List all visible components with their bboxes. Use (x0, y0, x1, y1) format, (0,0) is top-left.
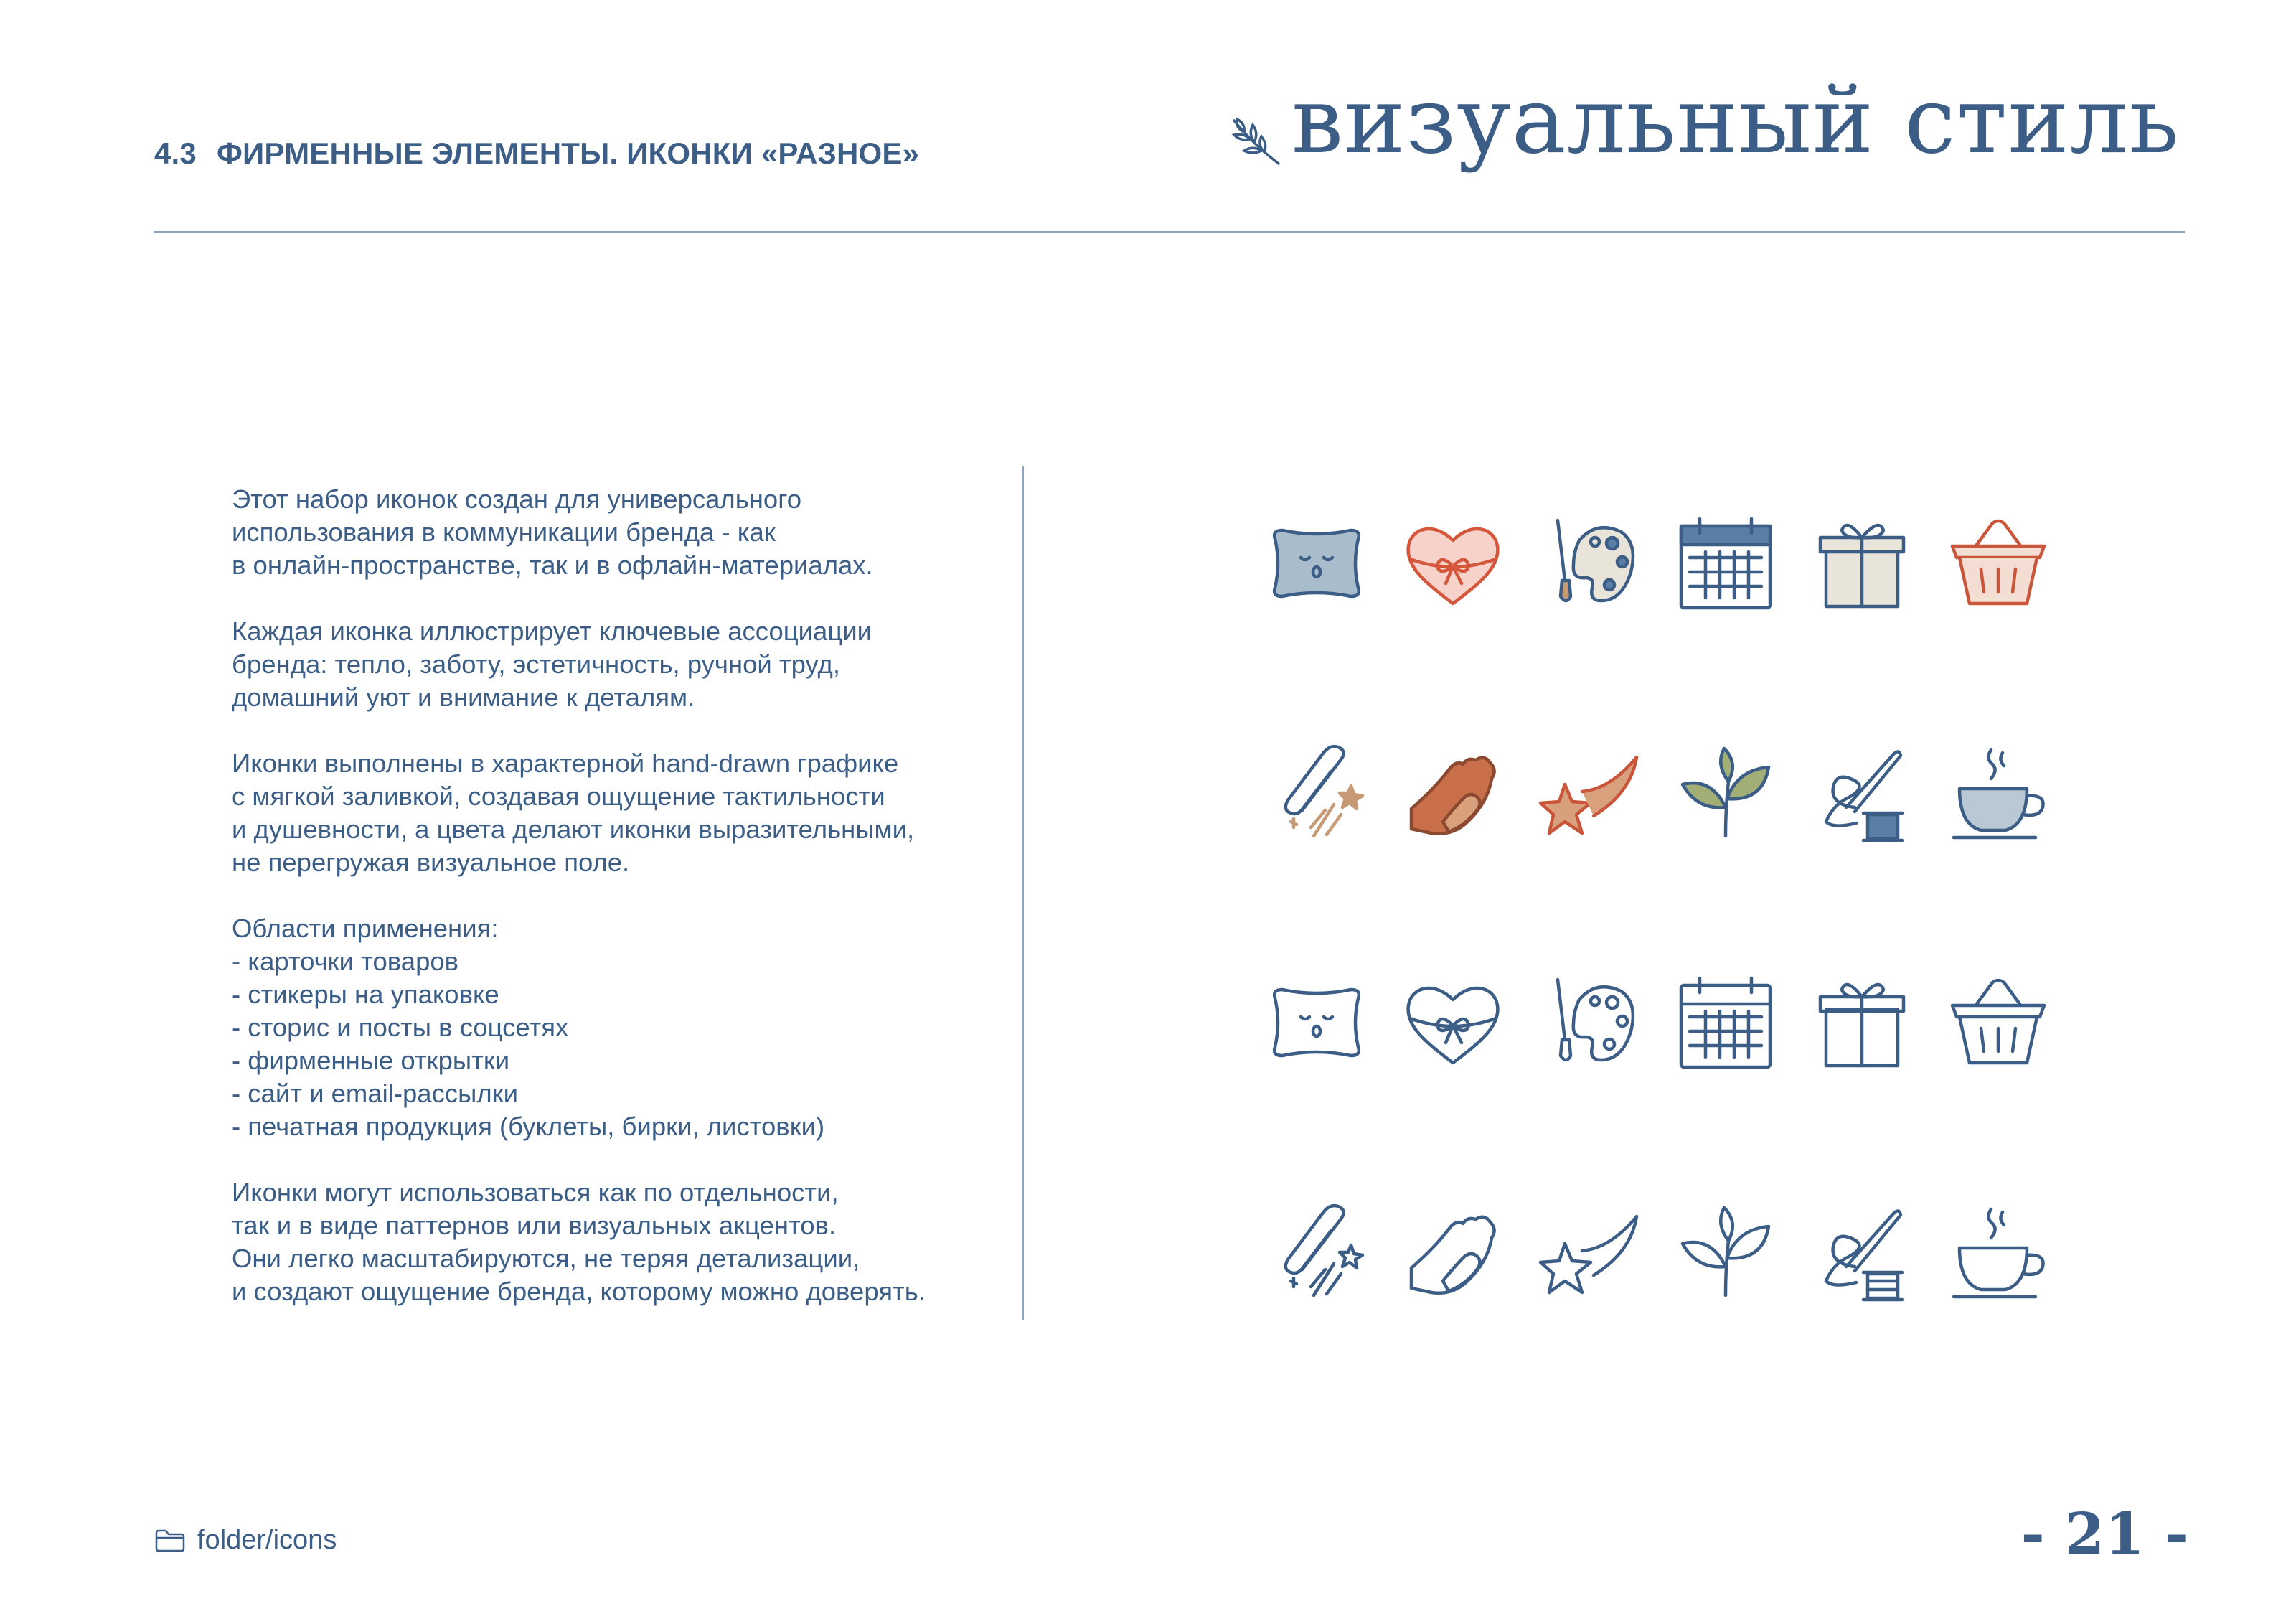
hands-icon (1385, 732, 1521, 854)
paragraph-usage: Иконки могут использоваться как по отдельности, так и в виде паттернов или визуальных акцентов. Они легко масштабируются, не теряя детализации, и создают ощущение бренда, которому можно доверять. (232, 1178, 926, 1306)
heart-bow-icon (1385, 502, 1521, 624)
icon-row-color-1 (1248, 502, 2066, 624)
calendar-icon (1657, 502, 1794, 624)
sewing-needle-spool-icon (1794, 732, 1930, 854)
header-divider (154, 231, 2185, 233)
basket-icon (1930, 502, 2066, 624)
uses-heading: Области применения: (232, 914, 499, 943)
paperclip-sparkle-icon (1248, 732, 1385, 854)
basket-icon (1930, 962, 2066, 1084)
shooting-star-icon (1521, 732, 1657, 854)
section-title (154, 136, 919, 171)
list-item: - фирменные открытки (232, 1046, 510, 1075)
sewing-needle-spool-icon (1794, 1191, 1930, 1313)
page-number: - 21 - (2020, 1500, 2188, 1567)
icon-grid (1248, 502, 2066, 1313)
pillow-icon (1248, 502, 1385, 624)
shooting-star-icon (1521, 1191, 1657, 1313)
paragraph-style: Иконки выполнены в характерной hand-drawn графике с мягкой заливкой, создавая ощущение тактильности и душевности, а цвета делают иконки выразительными, не перегружая визуальное поле. (232, 748, 915, 877)
pillow-icon (1248, 962, 1385, 1084)
gift-box-icon (1794, 502, 1930, 624)
section-number: 4.3 (154, 136, 197, 170)
leaves-sprout-icon (1657, 732, 1794, 854)
list-item: - печатная продукция (буклеты, бирки, листовки) (232, 1112, 825, 1141)
heart-bow-icon (1385, 962, 1521, 1084)
tea-cup-icon (1930, 1191, 2066, 1313)
icon-row-outline-1 (1248, 962, 2066, 1084)
brand-title: визуальный стиль (1292, 67, 2180, 174)
list-item: - сайт и email-рассылки (232, 1079, 518, 1108)
folder-path-label: folder/icons (197, 1525, 337, 1555)
list-item: - сторис и посты в соцсетях (232, 1013, 569, 1042)
palette-brush-icon (1521, 962, 1657, 1084)
uses-list (232, 912, 992, 1143)
folder-path[interactable] (154, 1525, 337, 1556)
leaf-sprig-icon (1228, 115, 1284, 171)
description-text (232, 483, 992, 1341)
paragraph-intro: Этот набор иконок создан для универсального использования в коммуникации бренда - как в онлайн-пространстве, так и в офлайн-материалах. (232, 484, 873, 580)
tea-cup-icon (1930, 732, 2066, 854)
leaves-sprout-icon (1657, 1191, 1794, 1313)
list-item: - стикеры на упаковке (232, 980, 499, 1009)
gift-box-icon (1794, 962, 1930, 1084)
list-item: - карточки товаров (232, 947, 459, 976)
section-heading: ФИРМЕННЫЕ ЭЛЕМЕНТЫ. ИКОНКИ «РАЗНОЕ» (217, 136, 920, 170)
palette-brush-icon (1521, 502, 1657, 624)
hands-icon (1385, 1191, 1521, 1313)
paragraph-associations: Каждая иконка иллюстрирует ключевые ассоциации бренда: тепло, заботу, эстетичность, ручной труд, домашний уют и внимание к деталям. (232, 616, 872, 712)
vertical-divider (1022, 466, 1024, 1320)
icon-row-outline-2 (1248, 1191, 2066, 1313)
paperclip-sparkle-icon (1248, 1191, 1385, 1313)
folder-icon (154, 1529, 186, 1553)
calendar-icon (1657, 962, 1794, 1084)
icon-row-color-2 (1248, 732, 2066, 854)
